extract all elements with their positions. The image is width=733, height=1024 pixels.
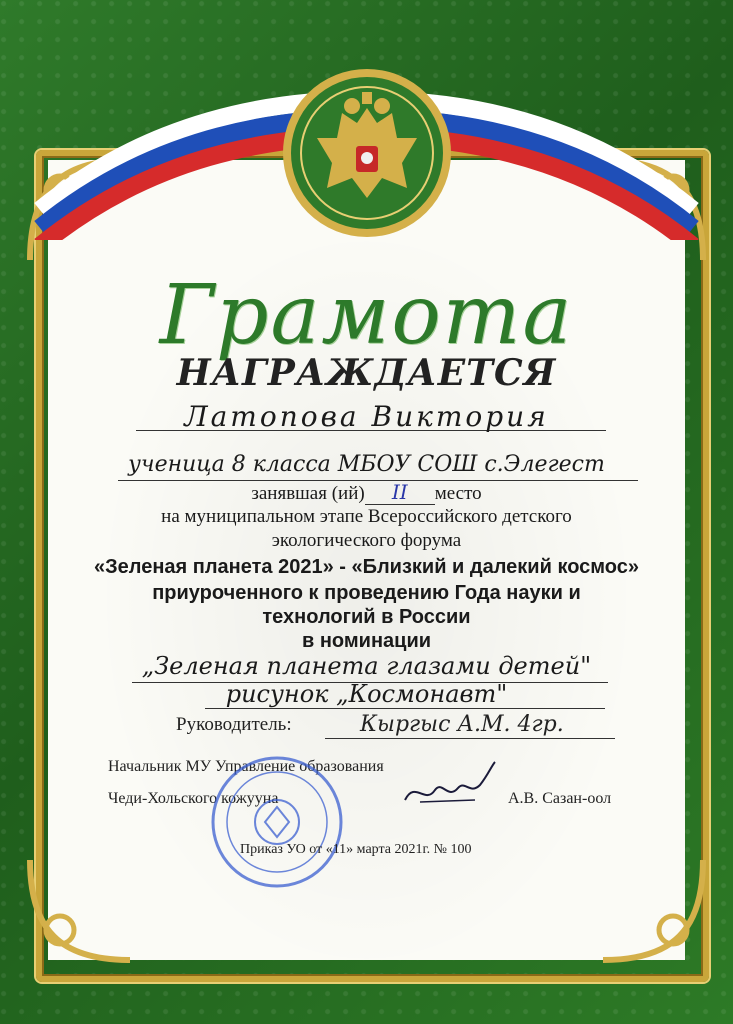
handwritten-signature-icon [400,760,500,820]
supervisor-label: Руководитель: [176,714,292,735]
corner-ornament-bottom-left-icon [20,850,140,970]
nomination-value-2: рисунок „Космонавт" [225,680,508,708]
signatory-line-2: Чеди-Хольского кожууна [108,790,279,807]
dedication-line-2: технологий в России [262,606,471,628]
certificate-title: Грамота [159,268,574,363]
official-seal-stamp-icon [207,752,347,892]
forum-line: «Зеленая планета 2021» - «Близкий и далекий космос» [93,556,640,578]
recipient-info: ученица 8 класса МБОУ СОШ с.Элегест [128,452,605,477]
order-reference: Приказ УО от «11» марта 2021г. № 100 [240,842,472,857]
supervisor-line [325,738,615,739]
dedication-line-1: приуроченного к проведению Года науки и [152,582,581,604]
nomination-label: в номинации [301,630,432,652]
supervisor-value: Кыргыс А.М. 4гр. [360,712,564,737]
place-row [0,480,733,505]
certificate-subtitle: НАГРАЖДАЕТСЯ [176,352,557,394]
signatory-line-1: Начальник МУ Управление образования [108,758,384,775]
place-value: II [365,480,435,505]
stage-line-2: экологического форума [271,530,462,551]
corner-ornament-bottom-right-icon [593,850,713,970]
coat-of-arms-emblem-icon [282,68,452,238]
stage-line-1: на муниципальном этапе Всероссийского детского [161,506,572,527]
nomination-value-1: „Зеленая планета глазами детей" [141,652,592,680]
signatory-name: А.В. Сазан-оол [508,790,612,807]
place-suffix: место [434,483,482,504]
recipient-name: Латопова Виктория [184,400,549,433]
nomination-line-2 [205,708,605,709]
place-prefix: занявшая (ий) [251,483,365,504]
